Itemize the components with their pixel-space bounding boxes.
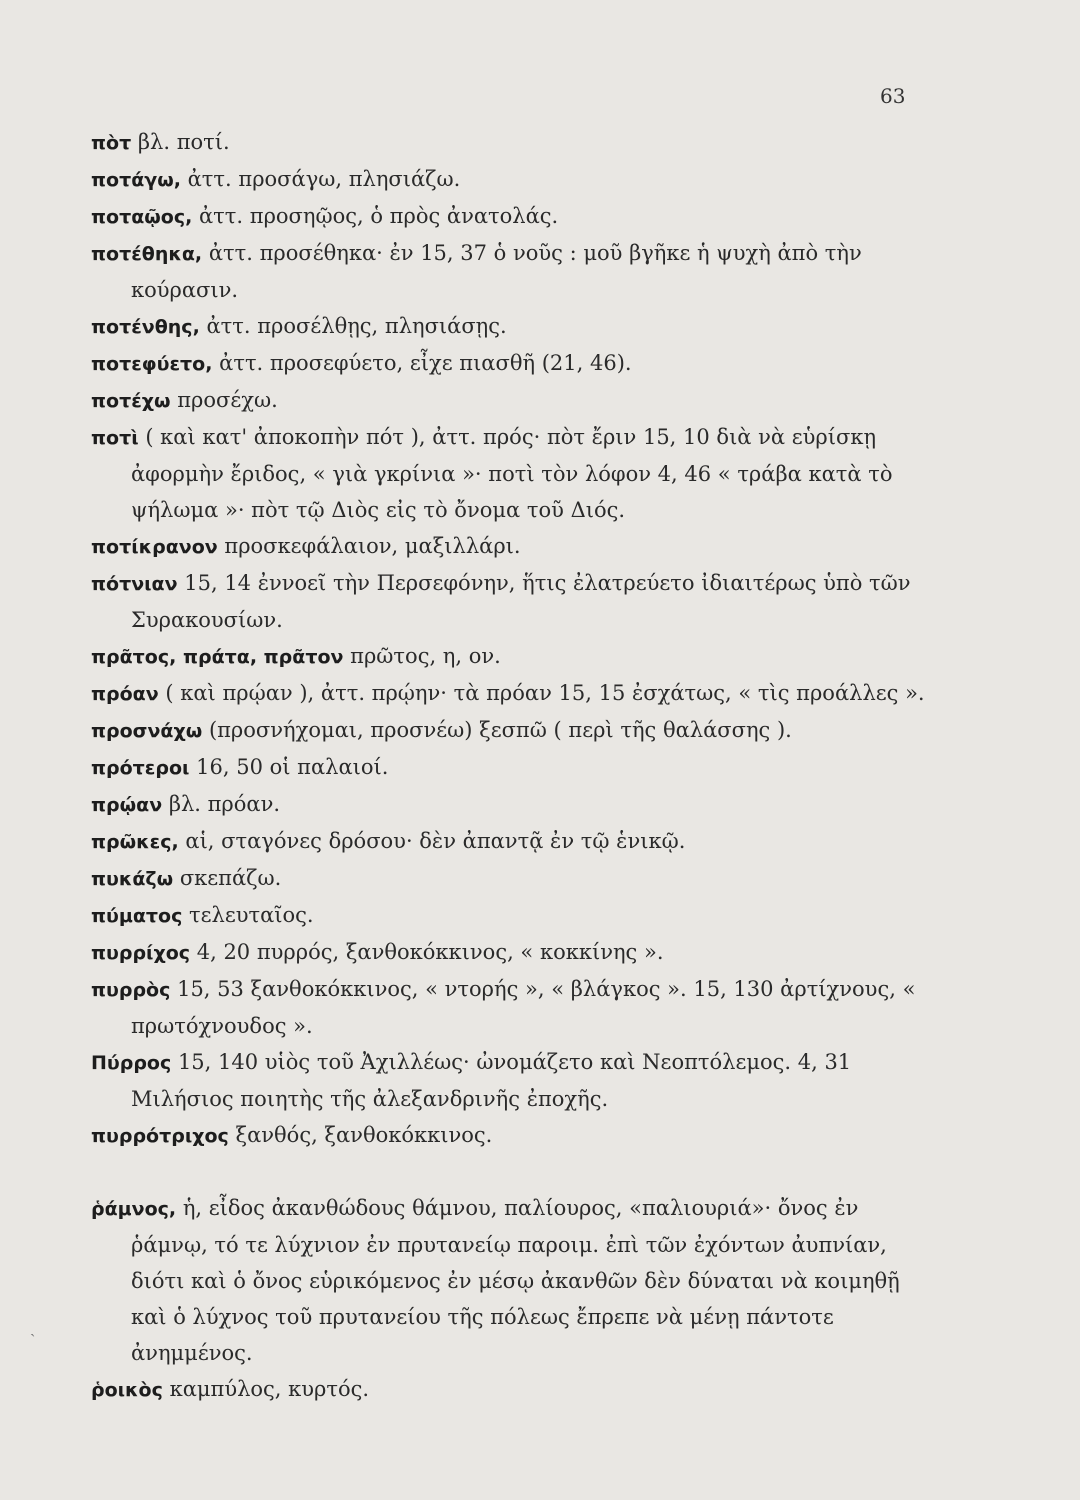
- definition: σκεπάζω.: [179, 866, 282, 890]
- definition: ἡ, εἶδος ἀκανθώδους θάμνου, παλίουρος, «παλιουριά»· ὄνος ἐν ῥάμνῳ, τό τε λύχνιον ἐν πρυτανείῳ παροιμ. ἐπὶ τῶν ἐχόντων ἀυπνίαν, διότι καὶ ὁ ὄνος εὑρικόμενος ἐν μέσῳ ἀκανθῶν δὲν δύναται νὰ κοιμηθῇ καὶ ὁ λύχνος τοῦ πρυτανείου τῆς πόλεως ἔπρεπε νὰ μένῃ πάντοτε ἀνημμένος.: [131, 1196, 900, 1365]
- headword: προσνάχω: [91, 720, 203, 742]
- headword: πύματος: [91, 905, 183, 927]
- dictionary-entry: [91, 235, 941, 308]
- headword: Πύρρος: [91, 1052, 172, 1074]
- dictionary-entry: [91, 1190, 941, 1371]
- dictionary-entry: [91, 308, 941, 345]
- definition: ἀττ. προσάγω, πλησιάζω.: [187, 167, 461, 191]
- headword: ποτὶ: [91, 427, 139, 449]
- dictionary-entry: [91, 1117, 941, 1154]
- dictionary-entry: [91, 1371, 941, 1408]
- headword: πρᾶτος, πράτα, πρᾶτον: [91, 646, 344, 668]
- definition: ἀττ. προσέθηκα· ἐν 15, 37 ὁ νοῦς : μοῦ βγῆκε ἡ ψυχὴ ἀπὸ τὴν κούρασιν.: [131, 241, 862, 302]
- dictionary-entry: [91, 897, 941, 934]
- headword: πυρρὸς: [91, 979, 171, 1001]
- headword: πυρρίχος: [91, 942, 191, 964]
- headword: ποτέθηκα,: [91, 243, 203, 265]
- dictionary-entry: [91, 675, 941, 712]
- definition: προσέχω.: [177, 388, 278, 412]
- definition: ἀττ. προσηῷος, ὁ πρὸς ἀνατολάς.: [199, 204, 559, 228]
- dictionary-entry: [91, 712, 941, 749]
- definition: τελευταῖος.: [189, 903, 314, 927]
- dictionary-entry: [91, 161, 941, 198]
- headword: ποτάγω,: [91, 169, 181, 191]
- headword: ποταῷος,: [91, 206, 193, 228]
- definition: προσκεφάλαιον, μαξιλλάρι.: [224, 534, 521, 558]
- headword: πρόαν: [91, 683, 159, 705]
- page-number: 63: [880, 84, 906, 108]
- headword: πὸτ: [91, 132, 132, 154]
- dictionary-entry: [91, 934, 941, 971]
- definition: 16, 50 οἱ παλαιοί.: [196, 755, 389, 779]
- definition: (προσνήχομαι, προσνέω) ξεσπῶ ( περὶ τῆς θαλάσσης ).: [208, 718, 792, 742]
- dictionary-entry: [91, 345, 941, 382]
- definition: ἀττ. προσέλθῃς, πλησιάσῃς.: [206, 314, 507, 338]
- definition: αἱ, σταγόνες δρόσου· δὲν ἀπαντᾷ ἐν τῷ ἑνικῷ.: [185, 829, 686, 853]
- headword: πυκάζω: [91, 868, 174, 890]
- dictionary-entry: [91, 786, 941, 823]
- definition: 15, 14 ἐννοεῖ τὴν Περσεφόνην, ἥτις ἐλατρεύετο ἰδιαιτέρως ὑπὸ τῶν Συρακουσίων.: [131, 571, 911, 632]
- dictionary-entry: [91, 638, 941, 675]
- headword: ποτίκρανον: [91, 536, 218, 558]
- dictionary-entry: [91, 198, 941, 235]
- headword: ποτεφύετο,: [91, 353, 213, 375]
- dictionary-entry: [91, 419, 941, 528]
- headword: ῥοικὸς: [91, 1379, 163, 1401]
- definition: 4, 20 πυρρός, ξανθοκόκκινος, « κοκκίνης ».: [196, 940, 664, 964]
- headword: πρῴαν: [91, 794, 163, 816]
- definition: ξανθός, ξανθοκόκκινος.: [235, 1123, 493, 1147]
- definition: πρῶτος, η, ον.: [350, 644, 501, 668]
- headword: πρῶκες,: [91, 831, 179, 853]
- dictionary-entry: [91, 124, 941, 161]
- dictionary-entry: [91, 823, 941, 860]
- definition: ( καὶ κατ' ἀποκοπὴν πότ ), ἀττ. πρός· πὸτ ἔριν 15, 10 διὰ νὰ εὑρίσκῃ ἀφορμὴν ἔριδος, « γιὰ γκρίνια »· ποτὶ τὸν λόφον 4, 46 « τράβα κατὰ τὸ ψήλωμα »· πὸτ τῷ Διὸς εἰς τὸ ὄνομα τοῦ Διός.: [131, 425, 893, 522]
- definition: 15, 140 υἱὸς τοῦ Ἀχιλλέως· ὠνομάζετο καὶ Νεοπτόλεμος. 4, 31 Μιλήσιος ποιητὴς τῆς ἀλεξανδρινῆς ἐποχῆς.: [131, 1050, 852, 1111]
- definition: βλ. ποτί.: [137, 130, 230, 154]
- dictionary-entry: [91, 749, 941, 786]
- dictionary-entry: [91, 528, 941, 565]
- headword: πρότεροι: [91, 757, 190, 779]
- headword: πυρρότριχος: [91, 1125, 229, 1147]
- definition: ( καὶ πρῴαν ), ἀττ. πρῴην· τὰ πρόαν 15, 15 ἐσχάτως, « τὶς προάλλες ».: [165, 681, 925, 705]
- dictionary-entry: [91, 565, 941, 638]
- definition: ἀττ. προσεφύετο, εἶχε πιασθῆ (21, 46).: [219, 351, 632, 375]
- definition: καμπύλος, κυρτός.: [169, 1377, 370, 1401]
- headword: ῥάμνος,: [91, 1198, 177, 1220]
- headword: ποτέχω: [91, 390, 171, 412]
- margin-mark: ˎ: [30, 1318, 36, 1337]
- headword: ποτένθης,: [91, 316, 200, 338]
- dictionary-entry: [91, 382, 941, 419]
- definition: βλ. πρόαν.: [168, 792, 281, 816]
- definition: 15, 53 ξανθοκόκκινος, « ντορής », « βλάγκος ». 15, 130 ἀρτίχνους, « πρωτόχνουδος ».: [131, 977, 916, 1038]
- headword: πότνιαν: [91, 573, 178, 595]
- dictionary-entry: [91, 1044, 941, 1117]
- dictionary-entry: [91, 860, 941, 897]
- dictionary-entries: [91, 124, 941, 1408]
- dictionary-entry: [91, 971, 941, 1044]
